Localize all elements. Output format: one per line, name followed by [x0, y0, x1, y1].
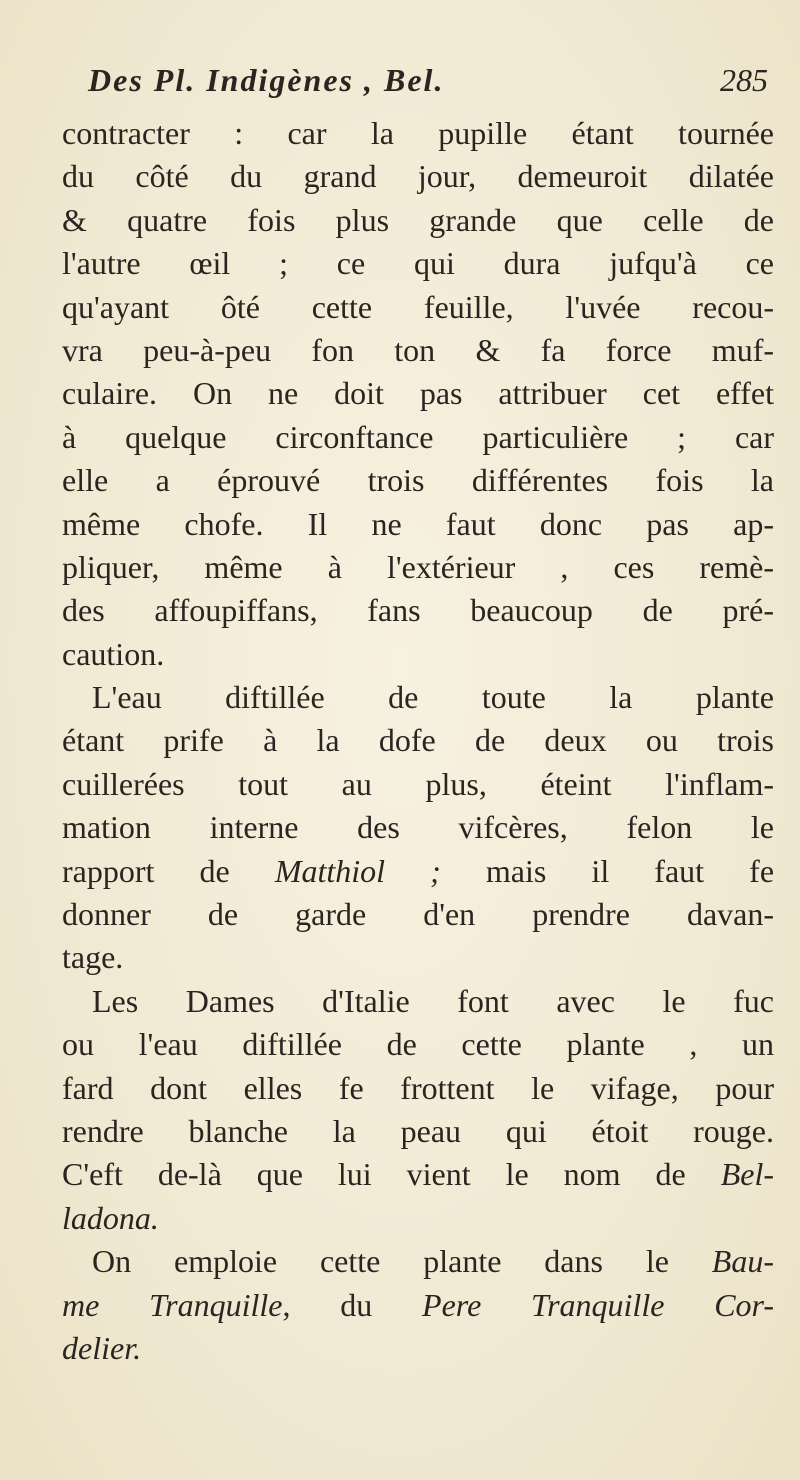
text-line: mation interne des vifcères, felon le: [62, 809, 774, 846]
text-line-with-italic: [62, 1284, 774, 1327]
text-line: même chofe. Il ne faut donc pas ap-: [62, 505, 774, 542]
plant-name-ladona-line: ladona.: [62, 1199, 159, 1236]
paragraph-start-line: L'eau diftillée de toute la plante: [92, 679, 774, 716]
running-head: Des Pl. Indigènes , Bel.: [88, 62, 445, 98]
text-line: du côté du grand jour, demeuroit dilatée: [62, 158, 774, 195]
paragraph-start-line: Les Dames d'Italie font avec le fuc: [92, 982, 774, 1019]
text-line-with-italic: [62, 1240, 774, 1283]
text-line: & quatre fois plus grande que celle de: [62, 201, 774, 238]
page-header: [88, 62, 768, 112]
text-line: contracter : car la pupille étant tournée: [62, 115, 774, 151]
author-name-matthiol: Matthiol ;: [274, 852, 441, 889]
text-segment: , du: [282, 1286, 423, 1323]
text-line: fard dont elles fe frottent le vifage, pour: [62, 1069, 774, 1106]
text-line: rendre blanche la peau qui étoit rouge.: [62, 1112, 774, 1149]
page-number: 285: [720, 62, 768, 98]
body-text: [62, 112, 774, 1370]
text-segment: On emploie cette plante dans le: [92, 1243, 712, 1280]
text-line-with-italic: [62, 850, 774, 893]
text-line: culaire. On ne doit pas attribuer cet effet: [62, 375, 774, 412]
text-line: tage.: [62, 939, 124, 976]
text-line: vra peu-à-peu fon ton & fa force muf-: [62, 331, 774, 368]
person-name-line: delier.: [62, 1329, 142, 1366]
text-segment: rapport de: [62, 852, 275, 889]
text-line-with-italic: [62, 1153, 774, 1196]
plant-name-bel: Bel-: [720, 1156, 774, 1193]
text-line: à quelque circonftance particulière ; car: [62, 418, 774, 455]
text-line: des affoupiffans, fans beaucoup de pré-: [62, 592, 774, 629]
remedy-name-tranquille: me Tranquille: [62, 1286, 283, 1323]
remedy-name-bau: Bau-: [711, 1243, 774, 1280]
text-segment: mais il faut fe: [440, 852, 775, 889]
text-segment: C'eft de-là que lui vient le nom de: [62, 1156, 721, 1193]
text-line: l'autre œil ; ce qui dura jufqu'à ce: [62, 245, 774, 282]
text-line: étant prife à la dofe de deux ou trois: [62, 722, 774, 759]
text-line: pliquer, même à l'extérieur , ces remè-: [62, 548, 774, 585]
text-line: donner de garde d'en prendre davan-: [62, 896, 774, 933]
text-line: ou l'eau diftillée de cette plante , un: [62, 1026, 774, 1063]
person-name: Pere Tranquille Cor-: [422, 1286, 775, 1323]
text-line: qu'ayant ôté cette feuille, l'uvée recou-: [62, 288, 774, 325]
text-line: caution.: [62, 635, 165, 672]
text-line: cuillerées tout au plus, éteint l'inflam-: [62, 765, 774, 802]
text-line: elle a éprouvé trois différentes fois la: [62, 462, 774, 499]
